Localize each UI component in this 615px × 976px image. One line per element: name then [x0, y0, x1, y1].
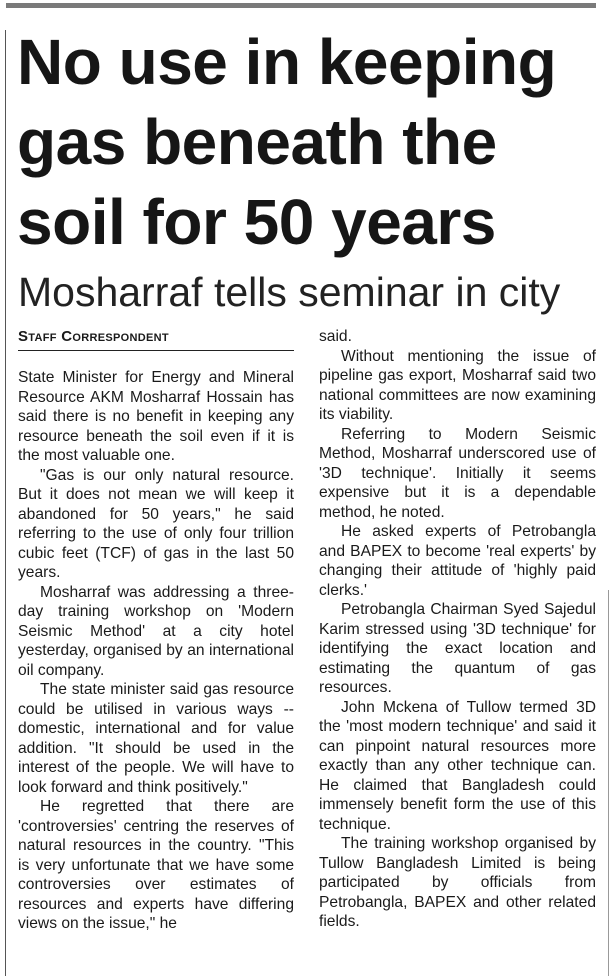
article-column-left	[18, 368, 294, 934]
subheadline: Mosharraf tells seminar in city	[18, 269, 561, 315]
right-column-rule	[608, 590, 609, 976]
article-paragraph: He asked experts of Petrobangla and BAPEX to become 'real experts' by changing their attitude of 'highly paid clerks.'	[319, 523, 596, 599]
headline	[17, 22, 607, 262]
article-paragraph: Mosharraf was addressing a three-day training workshop on 'Modern Seismic Method' at a city hotel yesterday, organised by an international oil company.	[18, 583, 294, 679]
byline: Staff Correspondent	[18, 328, 294, 351]
headline-line: No use in keeping	[17, 26, 557, 98]
article-paragraph: He regretted that there are 'controversies' centring the reserves of natural resources in the country. "This is very unfortunate that we have some controversies over estimates of resources and experts have differing views on the issue," he	[18, 798, 294, 932]
article-paragraph-continuation: said.	[319, 328, 352, 345]
article-paragraph: Petrobangla Chairman Syed Sajedul Karim stressed using '3D technique' for identifying the exact location and estimating the quantum of gas resources.	[319, 601, 596, 696]
article-paragraph: "Gas is our only natural resource. But it does not mean we will keep it abandoned for 50 years," he said referring to the use of only four trillion cubic feet (TCF) of gas in the last 50 years.	[18, 466, 294, 581]
article-paragraph: Referring to Modern Seismic Method, Mosharraf underscored use of '3D technique'. Initially it seems expensive but it is a dependable method, he noted.	[319, 425, 596, 521]
article-paragraph: The training workshop organised by Tullow Bangladesh Limited is being participated by officials from Petrobangla, BAPEX and other related fields.	[319, 835, 596, 930]
article-column-right	[319, 327, 596, 932]
article-paragraph: The state minister said gas resource could be utilised in various ways -- domestic, international and for value addition. "It should be used in the interest of the people. We will have to look forward and think positively."	[18, 681, 294, 796]
top-rule	[6, 3, 596, 8]
left-column-rule	[5, 30, 6, 976]
article-paragraph: John Mckena of Tullow termed 3D the 'most modern technique' and said it can pinpoint natural resources more exactly than any other technique can. He claimed that Bangladesh could immensely benefit form the use of this technique.	[319, 698, 596, 833]
article-paragraph: Without mentioning the issue of pipeline gas export, Mosharraf said two national committees are now examining its viability.	[319, 347, 596, 423]
headline-line: gas beneath the	[17, 106, 497, 178]
headline-line: soil for 50 years	[17, 186, 496, 258]
article-paragraph: State Minister for Energy and Mineral Resource AKM Mosharraf Hossain has said there is no benefit in keeping any resource beneath the soil even if it is the most valuable one.	[18, 369, 294, 464]
